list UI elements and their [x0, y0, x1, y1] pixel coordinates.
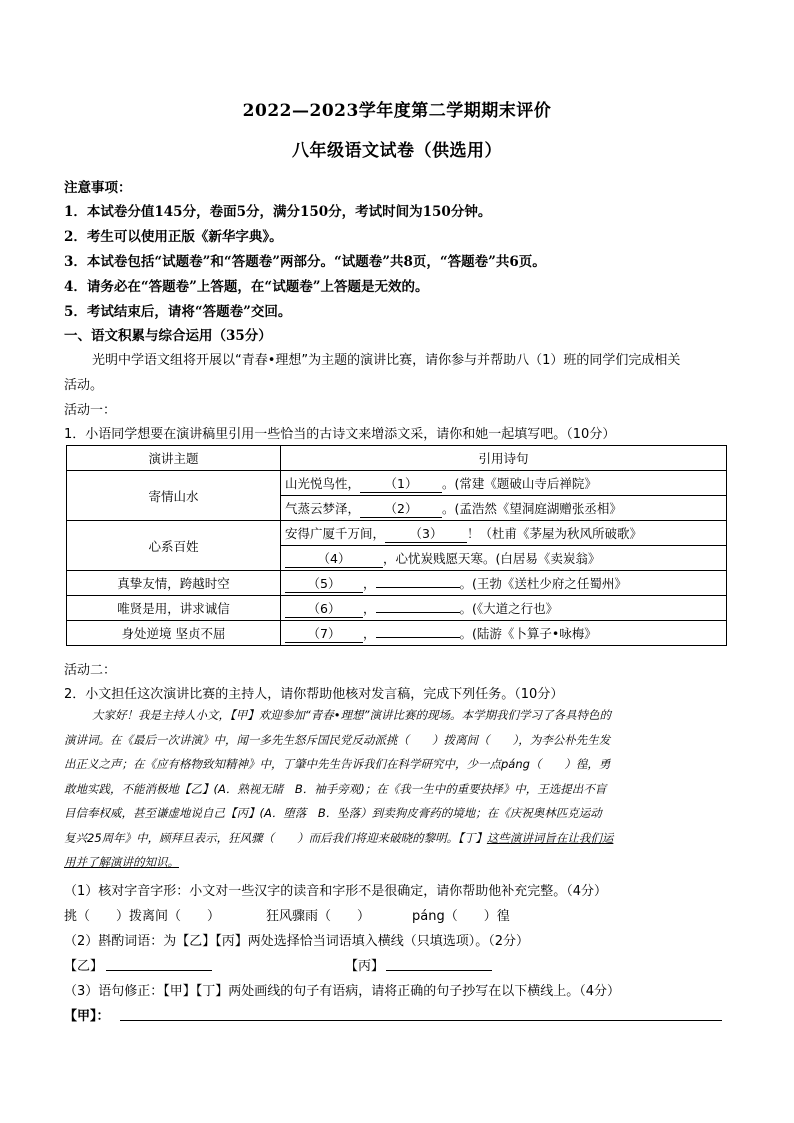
- note-item-4: 4．请务必在“答题卷”上答题，在“试题卷”上答题是无效的。: [64, 279, 429, 295]
- jia-answer-line[interactable]: [120, 1020, 722, 1021]
- jia-label: 【甲】：: [64, 1009, 110, 1024]
- yi-answer-line[interactable]: [106, 970, 212, 971]
- yi-label: 【乙】: [64, 959, 104, 974]
- activity2-label: 活动二：: [64, 663, 117, 678]
- poem-cell: [281, 596, 727, 621]
- blank-1[interactable]: （1）: [360, 474, 442, 493]
- poem-cell: [281, 521, 727, 546]
- poem-source: 。(王勃《送杜少府之任蜀州》: [459, 575, 627, 591]
- poem-table: [66, 445, 727, 646]
- bing-answer-line[interactable]: [386, 970, 492, 971]
- poem-source: 。(孟浩然《望洞庭湖赠张丞相》: [442, 500, 622, 516]
- theme-cell: 寄情山水: [67, 471, 281, 521]
- theme-cell: 身处逆境 坚贞不屈: [67, 621, 281, 646]
- blank-7[interactable]: （7）: [285, 624, 363, 643]
- speech-line: 大家好！我是主持人小文，【甲】欢迎参加“青春•理想”演讲比赛的现场。本学期我们学习了各具特色的: [92, 708, 611, 722]
- blank-4[interactable]: （4）: [285, 549, 383, 568]
- question-2: 2．小文担任这次演讲比赛的主持人，请你帮助他核对发言稿，完成下列任务。（10分）: [64, 687, 564, 702]
- poem-sep: ，: [363, 600, 376, 616]
- intro-text-line1: 光明中学语文组将开展以“青春•理想”为主题的演讲比赛，请你参与并帮助八（1）班的同学们完成相关: [92, 353, 681, 368]
- speech-line: 出正义之声；在《应有格物致知精神》中，丁肇中先生告诉我们在科学研究中，少一点páng（ ）徨，勇: [64, 757, 611, 771]
- host-speech: [64, 703, 728, 875]
- note-item-1: 1．本试卷分值145分，卷面5分，满分150分，考试时间为150分钟。: [64, 204, 492, 220]
- blank-2[interactable]: （2）: [360, 499, 442, 518]
- theme-cell: 心系百姓: [67, 521, 281, 571]
- sub-question-2: （2）斟酌词语：为【乙】【丙】两处选择恰当词语填入横线（只填选项）。（2分）: [64, 934, 530, 949]
- note-item-3: 3．本试卷包括“试题卷”和“答题卷”两部分。“试题卷”共8页，“答题卷”共6页。: [64, 254, 546, 270]
- note-item-2: 2．考生可以使用正版《新华字典》。: [64, 229, 283, 245]
- question-1: 1．小语同学想要在演讲稿里引用一些恰当的古诗文来增添文采，请你和她一起填写吧。（10分）: [64, 427, 616, 442]
- sub1-item-1: 挑（ ）拨离间（ ）: [64, 909, 221, 924]
- speech-text: 复兴25周年》中，顾拜旦表示，狂风骤（ ）而后我们将迎来破晓的黎明。: [64, 830, 459, 845]
- intro-text-line2: 活动。: [64, 378, 104, 393]
- section-heading: 一、语文积累与综合运用（35分）: [64, 328, 272, 344]
- activity1-label: 活动一：: [64, 403, 117, 418]
- table-row: [67, 621, 727, 646]
- note-item-5: 5．考试结束后，请将“答题卷”交回。: [64, 304, 292, 320]
- theme-cell: 唯贤是用，讲求诚信: [67, 596, 281, 621]
- sub-question-1: （1）核对字音字形：小文对一些汉字的读音和字形不是很确定，请你帮助他补充完整。（4分）: [64, 884, 608, 899]
- poem-sep: ，: [363, 625, 376, 641]
- sub1-item-2: 狂风骤雨（ ）: [266, 909, 371, 924]
- speech-line: [64, 826, 728, 851]
- poem-source: 。(常建《题破山寺后禅院》: [442, 475, 597, 491]
- theme-cell: 真挚友情，跨越时空: [67, 571, 281, 596]
- poem-cell: [281, 546, 727, 571]
- poem-source: ，心忧炭贱愿天寒。(白居易《卖炭翁》: [383, 550, 601, 566]
- blank-5b[interactable]: [376, 587, 460, 588]
- exam-subtitle: 八年级语文试卷（供选用）: [292, 141, 502, 161]
- poem-text: 山光悦鸟性，: [285, 475, 361, 491]
- poem-cell: [281, 471, 727, 496]
- table-row: [67, 571, 727, 596]
- header-theme: 演讲主题: [67, 446, 281, 471]
- poem-text: 气蒸云梦泽，: [285, 500, 361, 516]
- poem-cell: [281, 571, 727, 596]
- blank-6b[interactable]: [376, 612, 460, 613]
- poem-source: 。(《大道之行也》: [459, 600, 559, 616]
- blank-7b[interactable]: [376, 637, 460, 638]
- bing-label: 【丙】: [345, 959, 385, 974]
- table-row: [67, 596, 727, 621]
- speech-line: 敢地实践，不能消极地【乙】(A．熟视无睹 B．袖手旁观)；在《我一生中的重要抉择》中，王选提出不盲: [64, 781, 607, 796]
- notes-heading: 注意事项：: [64, 180, 132, 196]
- table-row: [67, 471, 727, 496]
- poem-sep: ，: [363, 575, 376, 591]
- speech-line: 演讲词。在《最后一次讲演》中，闻一多先生怒斥国民党反动派挑（ ）拨离间（ ），为李公朴先生发: [64, 732, 611, 747]
- sub-question-3: （3）语句修正：【甲】【丁】两处画线的句子有语病，请将正确的句子抄写在以下横线上。（4分）: [64, 984, 621, 999]
- poem-text: 安得广厦千万间，: [285, 525, 386, 541]
- table-row: [67, 521, 727, 546]
- blank-6[interactable]: （6）: [285, 599, 363, 618]
- blank-3[interactable]: （3）: [385, 524, 467, 543]
- poem-cell: [281, 621, 727, 646]
- poem-source: ！（杜甫《茅屋为秋风所破歌》: [467, 525, 643, 541]
- speech-line: 目信奉权威，甚至谦虚地说自己【丙】(A．堕落 B．坠落）到卖狗皮膏药的境地；在《庆祝奥林匹克运动: [64, 806, 602, 820]
- sub1-item-3: páng（ ）徨: [412, 909, 510, 924]
- ding-sentence: 这些演讲词旨在让我们运: [486, 830, 614, 845]
- header-poem: 引用诗句: [281, 446, 727, 471]
- poem-cell: [281, 496, 727, 521]
- exam-title: 2022—2023学年度第二学期期末评价: [242, 101, 552, 121]
- ding-sentence-cont: 用并了解演讲的知识。: [64, 855, 179, 869]
- table-header-row: [67, 446, 727, 471]
- blank-5[interactable]: （5）: [285, 574, 363, 593]
- poem-source: 。(陆游《卜算子•咏梅》: [459, 625, 597, 641]
- ding-label: 【丁】: [458, 830, 487, 845]
